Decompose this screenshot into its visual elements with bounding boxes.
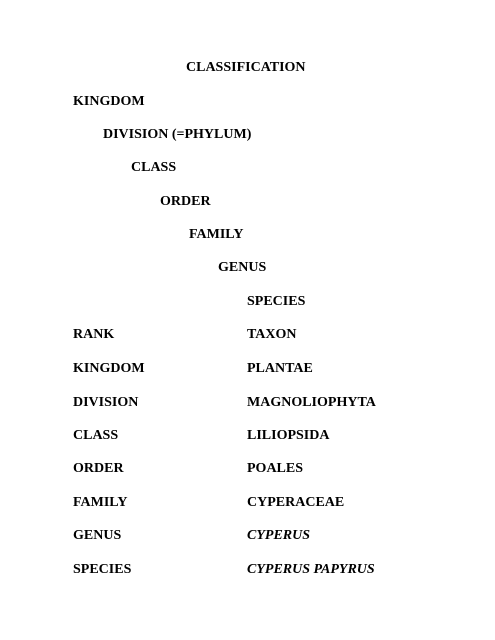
table-cell-rank: KINGDOM bbox=[73, 361, 145, 376]
hierarchy-level-order: ORDER bbox=[160, 194, 211, 209]
table-cell-taxon: PLANTAE bbox=[247, 361, 313, 376]
table-cell-taxon: MAGNOLIOPHYTA bbox=[247, 395, 376, 410]
table-cell-rank: CLASS bbox=[73, 428, 119, 443]
hierarchy-level-class: CLASS bbox=[131, 160, 177, 175]
table-cell-taxon: CYPERUS PAPYRUS bbox=[247, 562, 375, 577]
table-header-taxon: TAXON bbox=[247, 327, 297, 342]
hierarchy-level-division: DIVISION (=PHYLUM) bbox=[103, 127, 252, 142]
hierarchy-level-genus: GENUS bbox=[218, 260, 267, 275]
table-cell-rank: SPECIES bbox=[73, 562, 132, 577]
hierarchy-level-species: SPECIES bbox=[247, 294, 306, 309]
table-cell-taxon: POALES bbox=[247, 461, 304, 476]
table-cell-rank: FAMILY bbox=[73, 495, 128, 510]
table-cell-taxon: LILIOPSIDA bbox=[247, 428, 330, 443]
table-cell-rank: ORDER bbox=[73, 461, 124, 476]
table-cell-rank: DIVISION bbox=[73, 395, 139, 410]
table-cell-taxon: CYPERACEAE bbox=[247, 495, 345, 510]
table-header-rank: RANK bbox=[73, 327, 115, 342]
table-cell-rank: GENUS bbox=[73, 528, 122, 543]
page-title: CLASSIFICATION bbox=[186, 60, 306, 75]
hierarchy-level-kingdom: KINGDOM bbox=[73, 94, 145, 109]
hierarchy-level-family: FAMILY bbox=[189, 227, 244, 242]
table-cell-taxon: CYPERUS bbox=[247, 528, 311, 543]
